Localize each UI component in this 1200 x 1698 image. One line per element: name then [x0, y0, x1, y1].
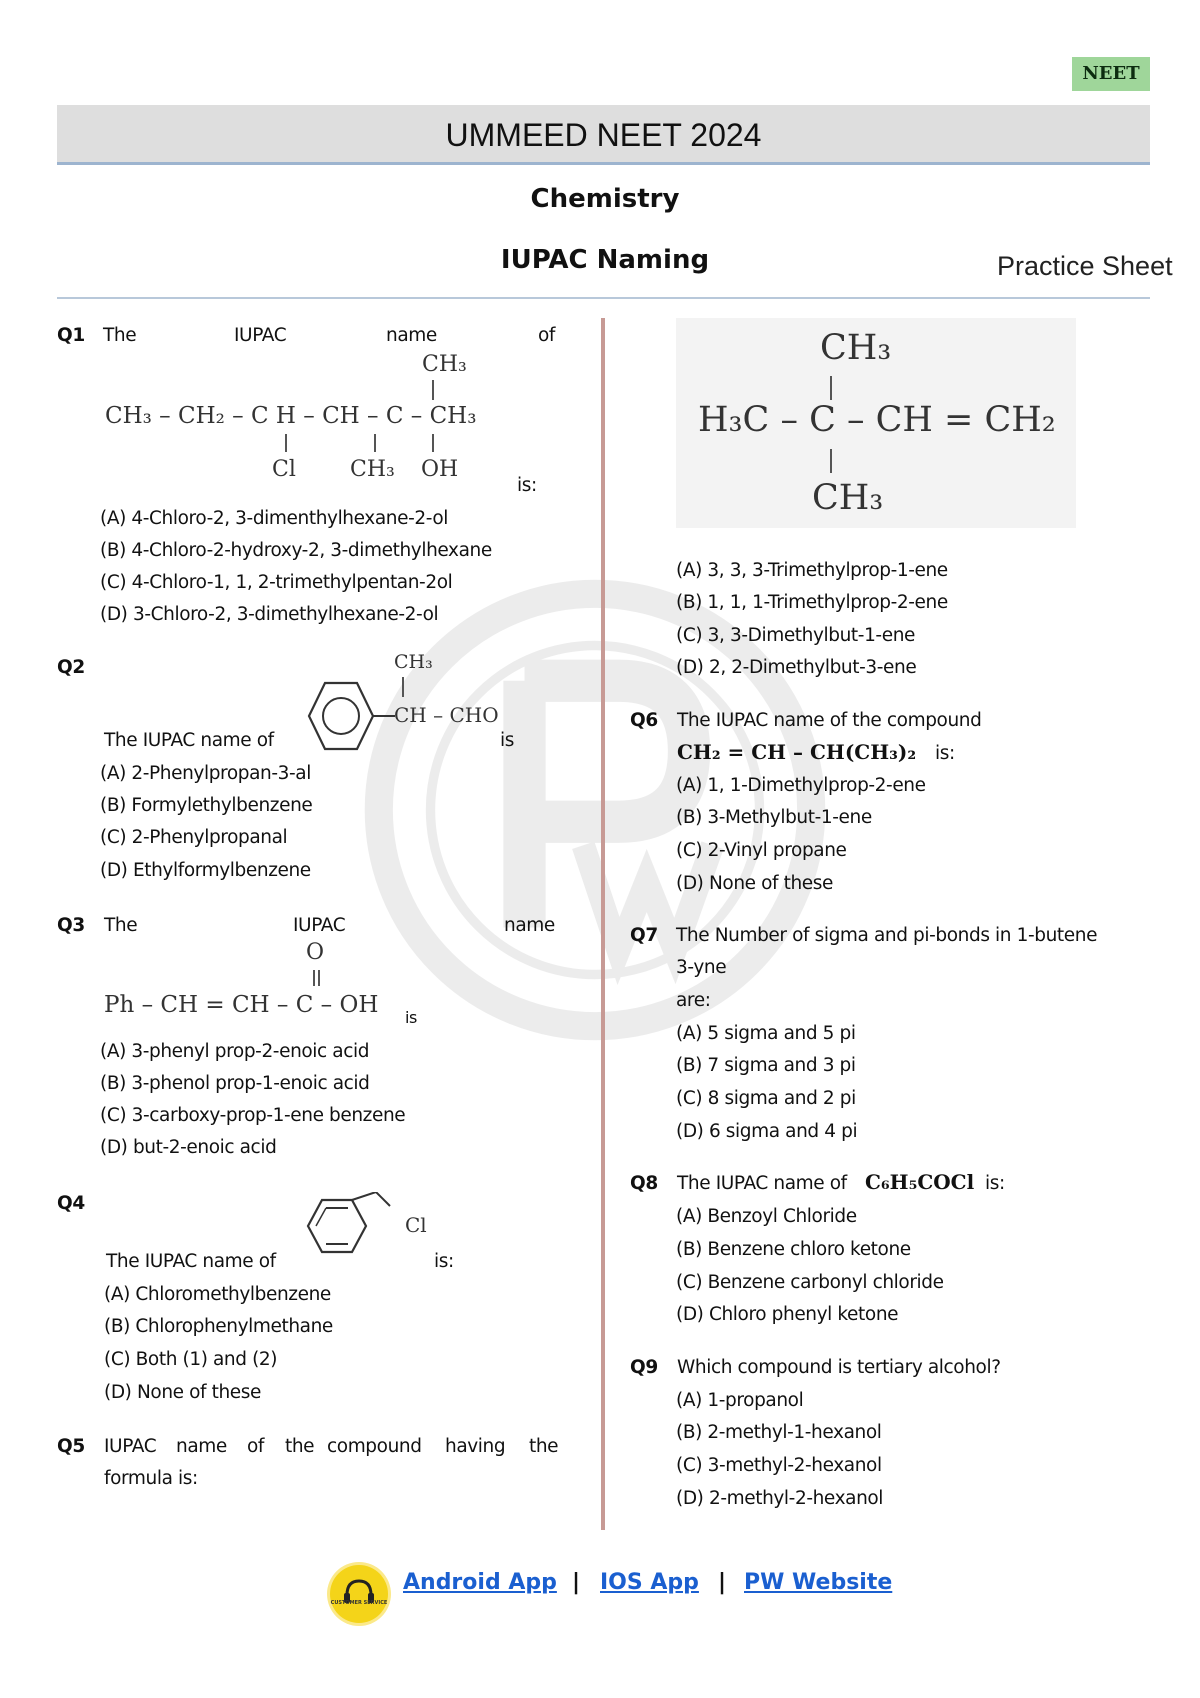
q8-formula: C₆H₅COCl — [865, 1170, 975, 1194]
option[interactable]: (C) Benzene carbonyl chloride — [676, 1272, 944, 1293]
bond-line — [830, 376, 832, 400]
question-number: Q7 — [630, 925, 658, 946]
bond-line — [285, 434, 287, 452]
option[interactable]: (C) 4-Chloro-1, 1, 2-trimethylpentan-2ol — [100, 572, 453, 593]
option[interactable]: (C) 3-methyl-2-hexanol — [676, 1455, 882, 1476]
option[interactable]: (D) but-2-enoic acid — [100, 1137, 277, 1158]
q4-suffix: is: — [434, 1251, 454, 1272]
option[interactable]: (D) None of these — [104, 1382, 261, 1403]
option[interactable]: (D) 2-methyl-2-hexanol — [676, 1488, 884, 1509]
question-number: Q1 — [57, 325, 85, 346]
option[interactable]: (D) None of these — [676, 873, 833, 894]
option[interactable]: (B) 3-Methylbut-1-ene — [676, 807, 872, 828]
footer-separator: | — [572, 1570, 581, 1595]
banner-title: UMMEED NEET 2024 — [57, 105, 1150, 165]
q5-word: compound — [327, 1436, 422, 1457]
question-number: Q6 — [630, 710, 658, 731]
q3-word: name — [504, 915, 555, 936]
option[interactable]: (D) 3-Chloro-2, 3-dimethylhexane-2-ol — [100, 604, 439, 625]
topic-heading: IUPAC Naming — [500, 245, 710, 275]
q5-line2: formula is: — [104, 1468, 198, 1489]
option[interactable]: (D) Chloro phenyl ketone — [676, 1304, 899, 1325]
subject-heading: Chemistry — [530, 184, 680, 214]
q1-word: IUPAC — [234, 325, 287, 346]
q3-word: The — [104, 915, 138, 936]
option[interactable]: (D) 2, 2-Dimethylbut-3-ene — [676, 657, 917, 678]
q2-formula-top: CH₃ — [394, 651, 433, 673]
neet-badge: NEET — [1072, 57, 1150, 91]
option[interactable]: (A) Chloromethylbenzene — [104, 1284, 331, 1305]
q1-formula-top: CH₃ — [422, 352, 467, 377]
q4-stem: The IUPAC name of — [106, 1251, 276, 1272]
option[interactable]: (A) Benzoyl Chloride — [676, 1206, 857, 1227]
option[interactable]: (C) 3, 3-Dimethylbut-1-ene — [676, 625, 915, 646]
q7-line1: The Number of sigma and pi-bonds in 1-butene — [676, 925, 1098, 946]
q3-formula-top: O — [306, 940, 325, 965]
header-rule — [57, 297, 1150, 299]
q1-word: of — [538, 325, 556, 346]
q3-suffix: is — [405, 1008, 417, 1027]
pw-website-link[interactable] — [744, 1570, 892, 1595]
q5-word: having — [445, 1436, 506, 1457]
option[interactable]: (B) Benzene chloro ketone — [676, 1239, 911, 1260]
q5-word: IUPAC — [104, 1436, 157, 1457]
ios-app-link[interactable] — [600, 1570, 699, 1595]
q5-word: of — [247, 1436, 265, 1457]
question-number: Q5 — [57, 1436, 85, 1457]
q2-stem: The IUPAC name of — [104, 730, 274, 751]
question-number: Q2 — [57, 657, 85, 678]
option[interactable]: (C) 8 sigma and 2 pi — [676, 1088, 856, 1109]
logo-text: CUSTOMER SERVICE — [330, 1600, 388, 1606]
option[interactable]: (C) 2-Phenylpropanal — [100, 827, 288, 848]
q6-formula: CH₂ = CH – CH(CH₃)₂ — [677, 740, 917, 764]
q7-line2: 3-yne — [676, 957, 727, 978]
q2-suffix: is — [500, 730, 514, 751]
benzene-ring-icon — [292, 1192, 402, 1260]
q3-word: IUPAC — [293, 915, 346, 936]
q1-word: The — [103, 325, 137, 346]
q5-formula-bottom: CH₃ — [812, 478, 884, 518]
question-number: Q3 — [57, 915, 85, 936]
q6-stem: The IUPAC name of the compound — [677, 710, 982, 731]
bond-line — [374, 434, 376, 452]
sheet-label: Practice Sheet — [997, 251, 1173, 281]
bond-line — [432, 434, 434, 452]
q5-word: the — [529, 1436, 559, 1457]
option[interactable]: (A) 5 sigma and 5 pi — [676, 1023, 856, 1044]
android-app-label: Android App — [403, 1570, 557, 1595]
question-number: Q4 — [57, 1193, 85, 1214]
q1-word: name — [386, 325, 437, 346]
option[interactable]: (C) 2-Vinyl propane — [676, 840, 847, 861]
android-app-link[interactable] — [403, 1570, 557, 1595]
option[interactable]: (A) 4-Chloro-2, 3-dimenthylhexane-2-ol — [100, 508, 449, 529]
q2-formula-right: CH – CHO — [394, 703, 499, 727]
option[interactable]: (B) 2-methyl-1-hexanol — [676, 1422, 882, 1443]
option[interactable]: (B) Chlorophenylmethane — [104, 1316, 333, 1337]
q5-formula-top: CH₃ — [820, 328, 892, 368]
customer-service-icon[interactable] — [330, 1565, 388, 1623]
bond-line — [313, 970, 315, 986]
option[interactable]: (B) 3-phenol prop-1-enoic acid — [100, 1073, 370, 1094]
option[interactable]: (B) 4-Chloro-2-hydroxy-2, 3-dimethylhexane — [100, 540, 492, 561]
question-number: Q9 — [630, 1357, 658, 1378]
option[interactable]: (B) 1, 1, 1-Trimethylprop-2-ene — [676, 592, 948, 613]
ios-app-label: IOS App — [600, 1570, 699, 1595]
q3-formula-main: Ph – CH = CH – C – OH — [104, 992, 379, 1018]
q5-word: the — [285, 1436, 315, 1457]
q4-formula-sub: Cl — [405, 1213, 427, 1237]
option[interactable]: (A) 3-phenyl prop-2-enoic acid — [100, 1041, 370, 1062]
benzene-ring-icon — [295, 680, 395, 752]
q1-suffix: is: — [517, 475, 537, 496]
option[interactable]: (B) 7 sigma and 3 pi — [676, 1055, 856, 1076]
q9-stem: Which compound is tertiary alcohol? — [677, 1357, 1001, 1378]
option[interactable]: (C) Both (1) and (2) — [104, 1349, 278, 1370]
q1-formula-main: CH₃ – CH₂ – C H – CH – C – CH₃ — [105, 403, 477, 429]
q1-formula-sub: OH — [421, 457, 459, 482]
option[interactable]: (D) Ethylformylbenzene — [100, 860, 311, 881]
q1-formula-sub: Cl — [272, 457, 296, 482]
bond-line — [830, 449, 832, 473]
option[interactable]: (A) 2-Phenylpropan-3-al — [100, 763, 311, 784]
option[interactable]: (A) 1, 1-Dimethylprop-2-ene — [676, 775, 926, 796]
question-number: Q8 — [630, 1173, 658, 1194]
q5-word: name — [176, 1436, 227, 1457]
bond-line — [402, 677, 404, 697]
q6-suffix: is: — [935, 743, 955, 764]
bond-line — [432, 380, 434, 400]
option[interactable]: (A) 3, 3, 3-Trimethylprop-1-ene — [676, 560, 948, 581]
option[interactable]: (D) 6 sigma and 4 pi — [676, 1121, 858, 1142]
q8-suffix: is: — [985, 1173, 1005, 1194]
q1-formula-sub: CH₃ — [350, 457, 395, 482]
option[interactable]: (C) 3-carboxy-prop-1-ene benzene — [100, 1105, 406, 1126]
option[interactable]: (B) Formylethylbenzene — [100, 795, 313, 816]
q7-line3: are: — [676, 990, 711, 1011]
q5-formula-main: H₃C – C – CH = CH₂ — [698, 400, 1056, 440]
bond-line — [318, 970, 320, 986]
column-divider — [601, 318, 605, 1530]
q8-stem: The IUPAC name of — [677, 1173, 847, 1194]
option[interactable]: (A) 1-propanol — [676, 1390, 804, 1411]
pw-website-label: PW Website — [744, 1570, 893, 1595]
footer-separator: | — [718, 1570, 727, 1595]
